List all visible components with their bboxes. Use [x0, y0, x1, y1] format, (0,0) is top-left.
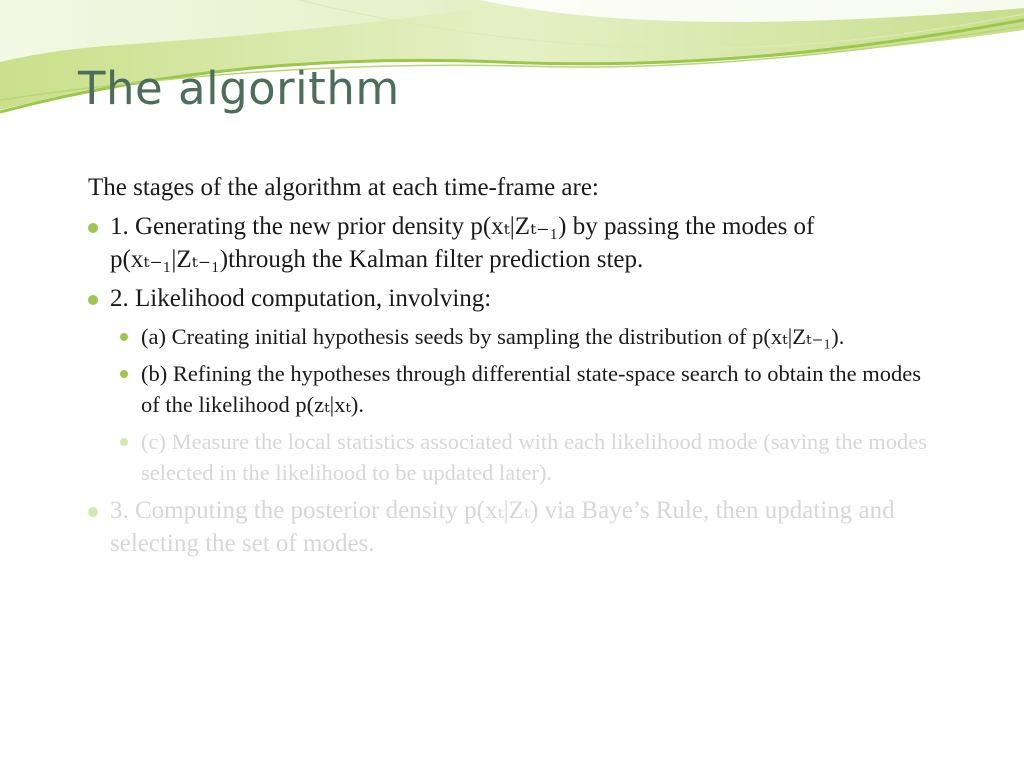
bullet-icon [120, 333, 128, 341]
slide-title: The algorithm [78, 62, 400, 115]
bullet-icon [88, 507, 98, 517]
bullet-text-3: 3. Computing the posterior density p(xₜ|Zₜ) via Baye’s Rule, then updating and selecting the set of modes. [110, 497, 895, 557]
intro-text: The stages of the algorithm at each time-frame are: [88, 174, 599, 201]
list-item [88, 282, 938, 315]
sub-bullet-text-b: (b) Refining the hypotheses through differential state-space search to obtain the modes of the likelihood p(zₜ|xₜ). [141, 361, 921, 417]
slide-content [88, 172, 938, 566]
bullet-icon [88, 223, 98, 233]
bullet-text-1: 1. Generating the new prior density p(xₜ|Zₜ₋₁) by passing the modes of p(xₜ₋₁|Zₜ₋₁)through the Kalman filter prediction step. [110, 213, 815, 273]
sub-bullet-text-a: (a) Creating initial hypothesis seeds by sampling the distribution of p(xₜ|Zₜ₋₁). [141, 324, 845, 349]
bullet-icon [88, 295, 98, 305]
sub-list-item [120, 321, 938, 352]
bullet-icon [120, 438, 128, 446]
list-item [88, 210, 938, 276]
bullet-icon [120, 370, 128, 378]
list-item-dimmed [88, 494, 938, 560]
bullet-text-2: 2. Likelihood computation, involving: [110, 285, 492, 312]
sub-list-item [120, 358, 938, 420]
sub-list-item-dimmed [120, 426, 938, 488]
sub-bullet-text-c: (c) Measure the local statistics associated with each likelihood mode (saving the modes selected in the likelihood to be updated later). [141, 429, 928, 485]
